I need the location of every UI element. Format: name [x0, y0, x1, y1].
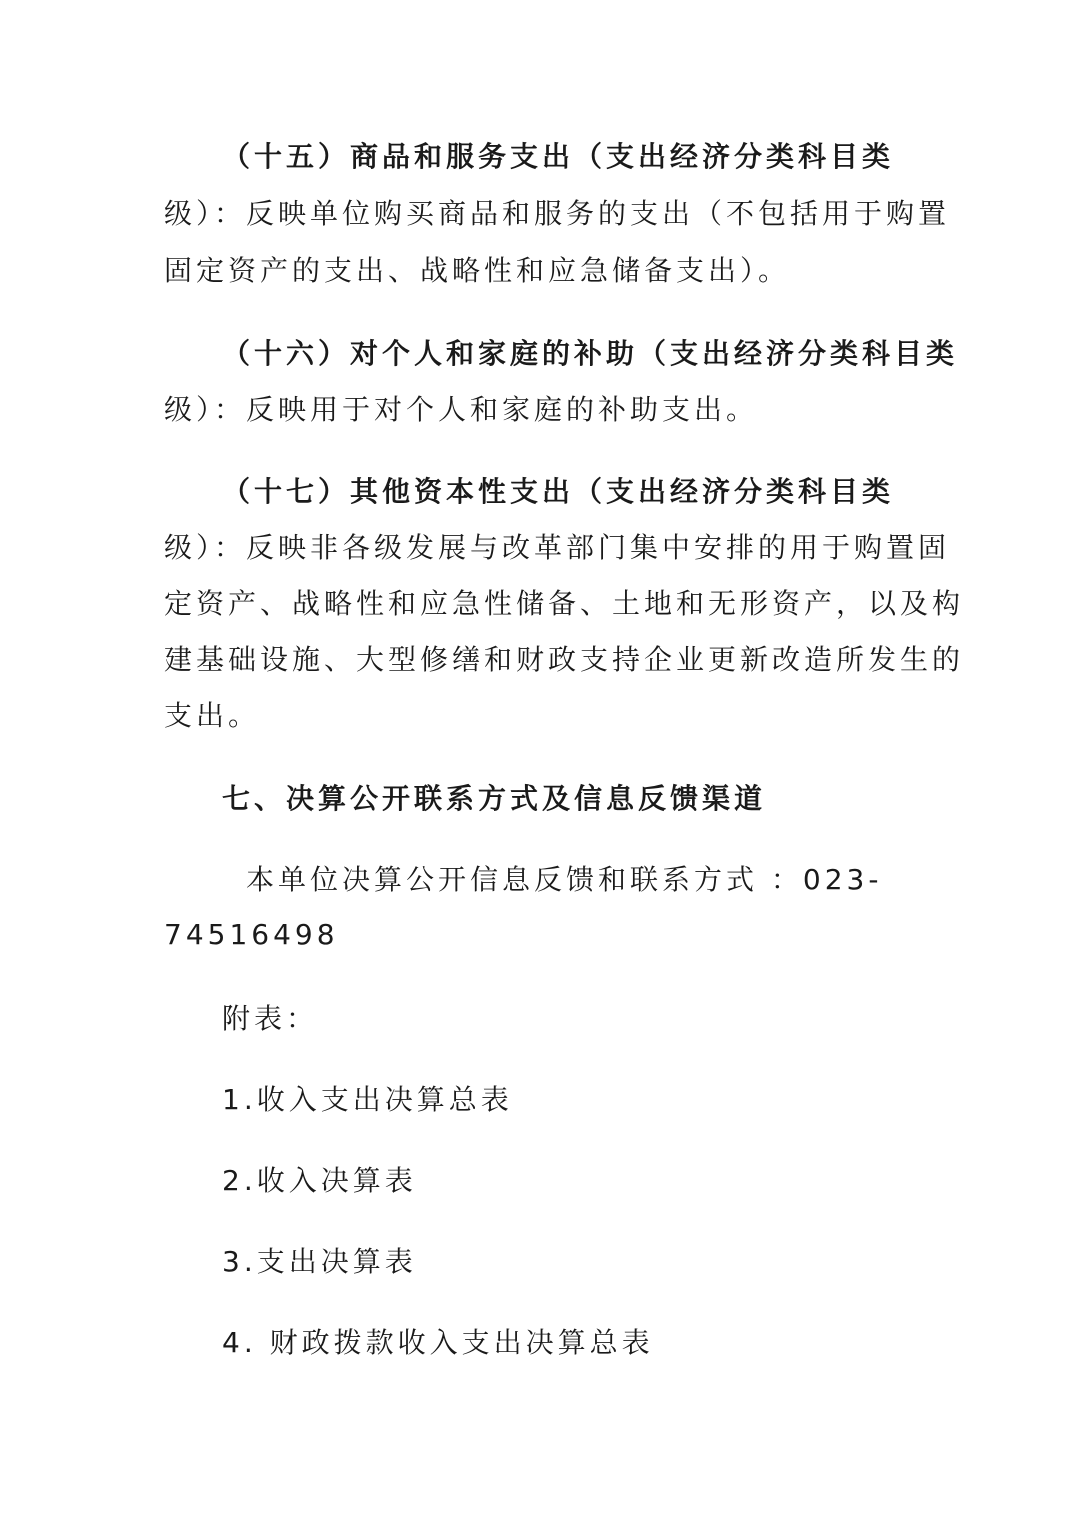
section-17-body-line: 级）：反映非各级发展与改革部门集中安排的用于购置固: [164, 531, 951, 564]
appendix-item: 1.收入支出决算总表: [222, 1083, 513, 1116]
section-15-body-line: 级）：反映单位购买商品和服务的支出（不包括用于购置: [164, 197, 951, 230]
contact-phone: 74516498: [164, 918, 339, 951]
heading-contact: 七、决算公开联系方式及信息反馈渠道: [222, 782, 767, 815]
contact-line: 本单位决算公开信息反馈和联系方式 ：023-: [246, 863, 883, 896]
appendix-item: 2.收入决算表: [222, 1164, 417, 1197]
appendix-label: 附表：: [222, 1002, 319, 1035]
section-16-title: （十六）对个人和家庭的补助（支出经济分类科目类: [222, 337, 959, 370]
section-17-title: （十七）其他资本性支出（支出经济分类科目类: [222, 475, 895, 508]
appendix-item: 3.支出决算表: [222, 1245, 417, 1278]
appendix-item: 4. 财政拨款收入支出决算总表: [222, 1326, 654, 1359]
section-17-body-line: 建基础设施、大型修缮和财政支持企业更新改造所发生的: [164, 643, 965, 676]
section-15-title: （十五）商品和服务支出（支出经济分类科目类: [222, 140, 895, 173]
section-17-body-line: 支出。: [164, 699, 261, 732]
section-15-body-line: 固定资产的支出、战略性和应急储备支出）。: [164, 254, 791, 287]
section-17-body-line: 定资产、战略性和应急性储备、土地和无形资产，以及构: [164, 587, 965, 620]
section-16-body-line: 级）：反映用于对个人和家庭的补助支出。: [164, 393, 759, 426]
